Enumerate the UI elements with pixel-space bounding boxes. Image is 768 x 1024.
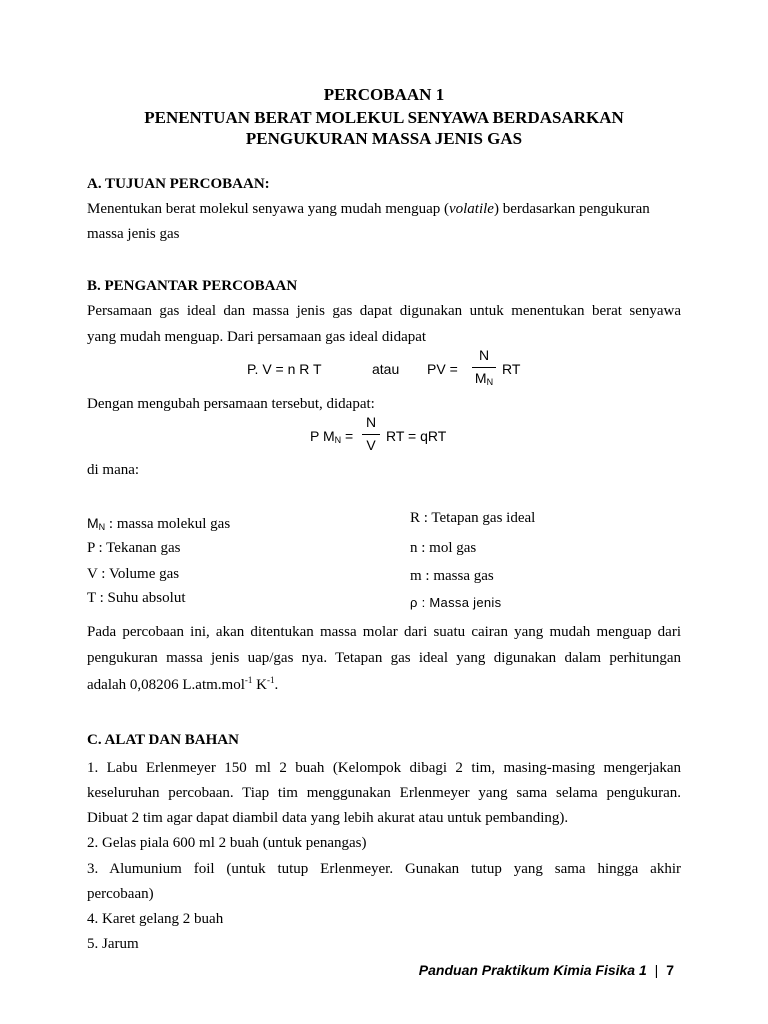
- list-item-5: 5. Jarum: [87, 936, 139, 952]
- legend-left-3: T : Suhu absolut: [87, 590, 186, 606]
- section-b-para2: Dengan mengubah persamaan tersebut, didapat:: [87, 396, 375, 412]
- footer-title: Panduan Praktikum Kimia Fisika 1: [418, 962, 647, 978]
- legend-left-1: P : Tekanan gas: [87, 540, 181, 556]
- section-a-italic-term: volatile: [448, 201, 494, 217]
- footer-separator: |: [654, 962, 659, 978]
- legend-symbol-main: M: [87, 515, 99, 531]
- list-item-1-line3: Dibuat 2 tim agar dapat diambil data yang lebih akurat atau untuk pembanding).: [87, 810, 569, 826]
- equation-1-pv: PV =: [427, 361, 458, 377]
- equation-1-atau: atau: [372, 361, 400, 377]
- document-subtitle-line1: PENENTUAN BERAT MOLEKUL SENYAWA BERDASARKAN: [144, 108, 624, 127]
- section-a-line1: [87, 201, 650, 218]
- equation-1-denominator: [472, 370, 496, 386]
- equation-1-den-sub: N: [486, 377, 494, 387]
- period: .: [274, 677, 279, 693]
- section-a-line2: massa jenis gas: [87, 226, 180, 242]
- document-subtitle-line2: PENGUKURAN MASSA JENIS GAS: [245, 129, 523, 148]
- section-b-heading: B. PENGANTAR PERCOBAAN: [87, 278, 298, 294]
- document-title: PERCOBAAN 1: [323, 85, 445, 104]
- legend-right-2: m : massa gas: [410, 568, 494, 584]
- superscript-1: -1: [244, 675, 253, 685]
- page-number: 7: [666, 962, 674, 978]
- section-b-para3-line3: [87, 677, 278, 694]
- section-a-heading: A. TUJUAN PERCOBAAN:: [87, 176, 270, 192]
- kelvin-text: K: [252, 677, 267, 693]
- legend-right-1: n : mol gas: [410, 540, 477, 556]
- section-a-text-pre: Menentukan berat molekul senyawa yang mudah menguap (: [87, 201, 449, 217]
- equation-2-left-sub: N: [334, 435, 342, 445]
- equation-2-fraction: [362, 414, 380, 456]
- equation-2-denominator: V: [366, 437, 376, 453]
- list-item-1-line1: 1. Labu Erlenmeyer 150 ml 2 buah (Kelompok dibagi 2 tim, masing-masing mengerjakan: [87, 760, 681, 776]
- list-item-4: 4. Karet gelang 2 buah: [87, 911, 224, 927]
- section-b-para3-line1: Pada percobaan ini, akan ditentukan massa molar dari suatu cairan yang mudah menguap dari: [87, 624, 681, 640]
- fraction-bar: [362, 434, 380, 435]
- list-item-3-line1: 3. Alumunium foil (untuk tutup Erlenmeyer. Gunakan tutup yang sama hingga akhir: [87, 861, 681, 877]
- legend-text: : massa molekul gas: [105, 516, 231, 532]
- section-c-heading: C. ALAT DAN BAHAN: [87, 732, 239, 748]
- legend-left-2: V : Volume gas: [87, 566, 180, 582]
- list-item-1-line2: keseluruhan percobaan. Tiap tim menggunakan Erlenmeyer yang sama selama pengukuran.: [87, 785, 681, 801]
- equation-2-right: RT = qRT: [386, 428, 447, 444]
- equation-1-numerator: N: [478, 347, 490, 363]
- equation-1-den-main: M: [474, 370, 487, 386]
- section-b-para1-line1: Persamaan gas ideal dan massa jenis gas dapat digunakan untuk menentukan berat senyawa: [87, 303, 681, 319]
- legend-left-0: [87, 515, 230, 533]
- legend-right-3: ρ : Massa jenis: [410, 595, 502, 610]
- equation-1-left: P. V = n R T: [247, 361, 322, 377]
- section-b-dimana: di mana:: [87, 462, 140, 478]
- section-b-para3-line2: pengukuran massa jenis uap/gas nya. Tetapan gas ideal yang digunakan dalam perhitungan: [87, 650, 681, 666]
- section-a-text-post: ) berdasarkan pengukuran: [493, 201, 650, 217]
- legend-symbol-sub: N: [98, 522, 106, 532]
- gas-constant-text: adalah 0,08206 L.atm.mol: [87, 677, 245, 693]
- superscript-2: -1: [266, 675, 275, 685]
- equation-2-equals: =: [341, 428, 354, 444]
- legend-right-0: R : Tetapan gas ideal: [410, 510, 536, 526]
- equation-2-left-main: P M: [310, 428, 335, 444]
- section-b-para1-line2: yang mudah menguap. Dari persamaan gas ideal didapat: [87, 329, 427, 345]
- equation-2-numerator: N: [365, 414, 377, 430]
- list-item-2: 2. Gelas piala 600 ml 2 buah (untuk penangas): [87, 835, 367, 851]
- equation-1-rt: RT: [502, 361, 521, 377]
- equation-1-fraction: [472, 347, 496, 389]
- equation-2-left: [310, 428, 353, 444]
- page-footer: [419, 962, 674, 978]
- fraction-bar: [472, 367, 496, 368]
- list-item-3-line2: percobaan): [87, 886, 154, 902]
